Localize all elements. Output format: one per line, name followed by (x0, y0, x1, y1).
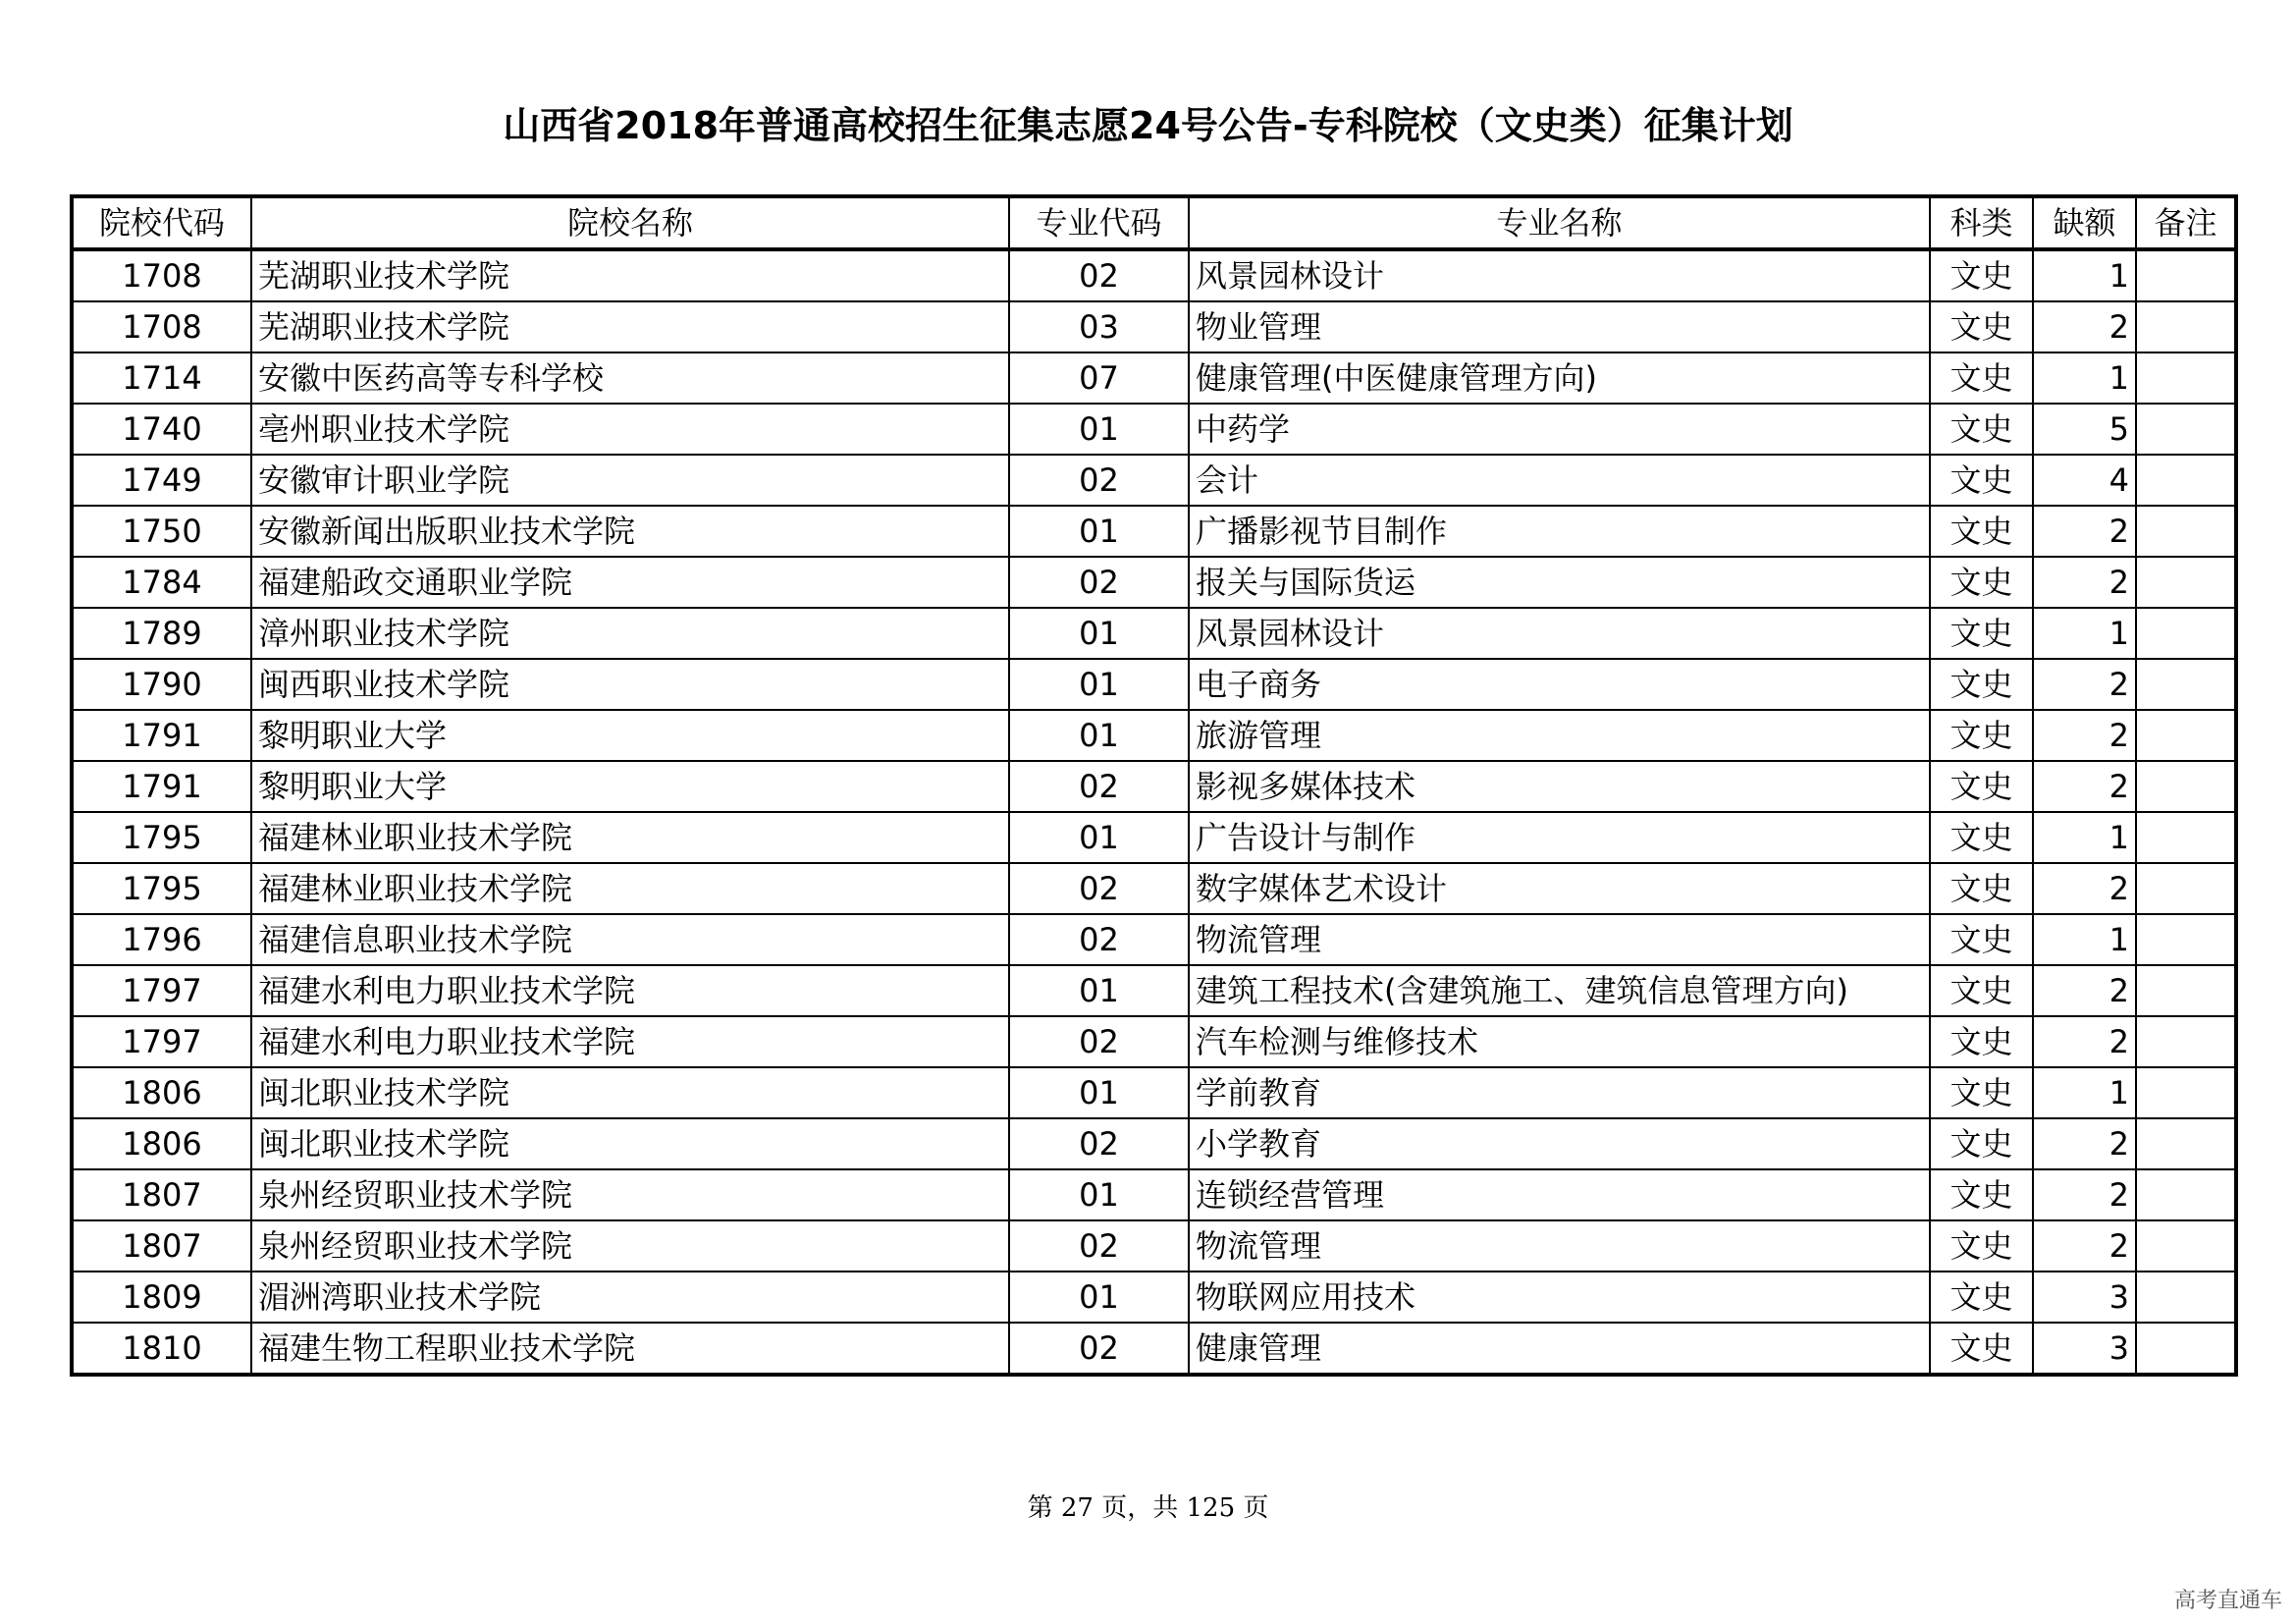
cell-school-name: 福建信息职业技术学院 (251, 914, 1009, 965)
cell-vacancy: 5 (2033, 404, 2136, 455)
cell-remarks (2136, 914, 2236, 965)
cell-category: 文史 (1930, 455, 2033, 506)
cell-vacancy: 2 (2033, 863, 2136, 914)
cell-school-code: 1740 (72, 404, 251, 455)
cell-major-code: 02 (1009, 557, 1189, 608)
cell-remarks (2136, 557, 2236, 608)
cell-category: 文史 (1930, 608, 2033, 659)
cell-category: 文史 (1930, 914, 2033, 965)
table-row (72, 710, 2236, 761)
cell-major-code: 02 (1009, 455, 1189, 506)
cell-vacancy: 2 (2033, 710, 2136, 761)
cell-vacancy: 1 (2033, 1067, 2136, 1118)
watermark: 高考直通车 (2173, 1589, 2282, 1613)
cell-school-code: 1714 (72, 352, 251, 404)
cell-remarks (2136, 506, 2236, 557)
cell-school-code: 1789 (72, 608, 251, 659)
cell-major-name: 汽车检测与维修技术 (1189, 1016, 1930, 1067)
table-row (72, 557, 2236, 608)
cell-major-code: 02 (1009, 1220, 1189, 1272)
cell-school-name: 湄洲湾职业技术学院 (251, 1272, 1009, 1323)
cell-major-name: 风景园林设计 (1189, 249, 1930, 301)
cell-remarks (2136, 1016, 2236, 1067)
cell-major-name: 物流管理 (1189, 1220, 1930, 1272)
cell-school-name: 泉州经贸职业技术学院 (251, 1169, 1009, 1220)
cell-school-code: 1806 (72, 1067, 251, 1118)
cell-major-code: 02 (1009, 249, 1189, 301)
cell-school-name: 闽北职业技术学院 (251, 1067, 1009, 1118)
cell-remarks (2136, 455, 2236, 506)
table-row (72, 1118, 2236, 1169)
table-row (72, 863, 2236, 914)
cell-major-code: 01 (1009, 812, 1189, 863)
cell-remarks (2136, 761, 2236, 812)
cell-major-code: 01 (1009, 659, 1189, 710)
cell-major-code: 03 (1009, 301, 1189, 352)
cell-major-code: 02 (1009, 914, 1189, 965)
cell-remarks (2136, 965, 2236, 1016)
cell-school-name: 芜湖职业技术学院 (251, 301, 1009, 352)
cell-major-code: 01 (1009, 1169, 1189, 1220)
cell-school-code: 1795 (72, 812, 251, 863)
cell-school-name: 福建水利电力职业技术学院 (251, 1016, 1009, 1067)
cell-vacancy: 2 (2033, 557, 2136, 608)
cell-school-code: 1708 (72, 301, 251, 352)
cell-remarks (2136, 710, 2236, 761)
table-row (72, 301, 2236, 352)
cell-remarks (2136, 404, 2236, 455)
cell-major-name: 报关与国际货运 (1189, 557, 1930, 608)
cell-major-name: 物联网应用技术 (1189, 1272, 1930, 1323)
header-school-name: 院校名称 (251, 196, 1009, 249)
cell-category: 文史 (1930, 557, 2033, 608)
cell-category: 文史 (1930, 1067, 2033, 1118)
header-major-name: 专业名称 (1189, 196, 1930, 249)
cell-category: 文史 (1930, 301, 2033, 352)
table-row (72, 506, 2236, 557)
cell-major-name: 会计 (1189, 455, 1930, 506)
table-header-row (72, 196, 2236, 249)
cell-school-name: 福建船政交通职业学院 (251, 557, 1009, 608)
cell-vacancy: 2 (2033, 1169, 2136, 1220)
cell-remarks (2136, 352, 2236, 404)
cell-school-name: 闽北职业技术学院 (251, 1118, 1009, 1169)
cell-school-code: 1749 (72, 455, 251, 506)
cell-vacancy: 2 (2033, 1016, 2136, 1067)
cell-major-name: 连锁经营管理 (1189, 1169, 1930, 1220)
cell-major-name: 影视多媒体技术 (1189, 761, 1930, 812)
cell-major-name: 健康管理 (1189, 1323, 1930, 1375)
header-school-code: 院校代码 (72, 196, 251, 249)
cell-major-code: 01 (1009, 1067, 1189, 1118)
table-row (72, 404, 2236, 455)
table-row (72, 914, 2236, 965)
cell-category: 文史 (1930, 659, 2033, 710)
cell-category: 文史 (1930, 761, 2033, 812)
cell-vacancy: 2 (2033, 506, 2136, 557)
cell-major-code: 02 (1009, 1118, 1189, 1169)
cell-major-code: 01 (1009, 608, 1189, 659)
header-category: 科类 (1930, 196, 2033, 249)
cell-school-name: 闽西职业技术学院 (251, 659, 1009, 710)
cell-school-name: 福建生物工程职业技术学院 (251, 1323, 1009, 1375)
table-row (72, 1323, 2236, 1375)
cell-school-code: 1809 (72, 1272, 251, 1323)
cell-major-code: 02 (1009, 761, 1189, 812)
table-row (72, 352, 2236, 404)
cell-school-name: 福建林业职业技术学院 (251, 812, 1009, 863)
cell-major-code: 01 (1009, 404, 1189, 455)
table-row (72, 249, 2236, 301)
cell-vacancy: 1 (2033, 352, 2136, 404)
cell-remarks (2136, 249, 2236, 301)
cell-remarks (2136, 1323, 2236, 1375)
cell-major-code: 02 (1009, 1323, 1189, 1375)
cell-school-code: 1708 (72, 249, 251, 301)
cell-vacancy: 1 (2033, 914, 2136, 965)
table-row (72, 1220, 2236, 1272)
cell-major-name: 数字媒体艺术设计 (1189, 863, 1930, 914)
cell-major-name: 广播影视节目制作 (1189, 506, 1930, 557)
table-body (72, 249, 2236, 1375)
cell-remarks (2136, 659, 2236, 710)
cell-school-name: 福建水利电力职业技术学院 (251, 965, 1009, 1016)
header-remarks: 备注 (2136, 196, 2236, 249)
cell-school-name: 黎明职业大学 (251, 761, 1009, 812)
table-row (72, 455, 2236, 506)
cell-category: 文史 (1930, 352, 2033, 404)
cell-school-code: 1784 (72, 557, 251, 608)
cell-remarks (2136, 1220, 2236, 1272)
cell-major-name: 旅游管理 (1189, 710, 1930, 761)
table-row (72, 1067, 2236, 1118)
cell-major-name: 广告设计与制作 (1189, 812, 1930, 863)
cell-major-code: 02 (1009, 1016, 1189, 1067)
cell-category: 文史 (1930, 1272, 2033, 1323)
cell-school-name: 福建林业职业技术学院 (251, 863, 1009, 914)
cell-school-code: 1750 (72, 506, 251, 557)
cell-school-name: 安徽中医药高等专科学校 (251, 352, 1009, 404)
cell-school-code: 1796 (72, 914, 251, 965)
cell-major-name: 建筑工程技术(含建筑施工、建筑信息管理方向) (1189, 965, 1930, 1016)
cell-category: 文史 (1930, 1118, 2033, 1169)
cell-category: 文史 (1930, 965, 2033, 1016)
cell-school-code: 1791 (72, 761, 251, 812)
cell-major-name: 小学教育 (1189, 1118, 1930, 1169)
cell-major-name: 物业管理 (1189, 301, 1930, 352)
cell-vacancy: 2 (2033, 1220, 2136, 1272)
table-row (72, 1016, 2236, 1067)
cell-school-code: 1797 (72, 1016, 251, 1067)
cell-vacancy: 2 (2033, 761, 2136, 812)
cell-category: 文史 (1930, 506, 2033, 557)
cell-vacancy: 1 (2033, 608, 2136, 659)
cell-school-code: 1797 (72, 965, 251, 1016)
cell-vacancy: 2 (2033, 301, 2136, 352)
cell-remarks (2136, 608, 2236, 659)
header-vacancy: 缺额 (2033, 196, 2136, 249)
cell-remarks (2136, 863, 2236, 914)
cell-vacancy: 2 (2033, 965, 2136, 1016)
cell-major-code: 02 (1009, 863, 1189, 914)
cell-major-code: 07 (1009, 352, 1189, 404)
cell-category: 文史 (1930, 404, 2033, 455)
cell-vacancy: 3 (2033, 1272, 2136, 1323)
header-major-code: 专业代码 (1009, 196, 1189, 249)
cell-school-name: 黎明职业大学 (251, 710, 1009, 761)
cell-major-name: 电子商务 (1189, 659, 1930, 710)
cell-category: 文史 (1930, 710, 2033, 761)
cell-major-code: 01 (1009, 965, 1189, 1016)
cell-school-name: 安徽新闻出版职业技术学院 (251, 506, 1009, 557)
cell-school-name: 亳州职业技术学院 (251, 404, 1009, 455)
cell-category: 文史 (1930, 1016, 2033, 1067)
cell-school-code: 1791 (72, 710, 251, 761)
cell-category: 文史 (1930, 1169, 2033, 1220)
cell-major-name: 中药学 (1189, 404, 1930, 455)
cell-school-code: 1806 (72, 1118, 251, 1169)
cell-remarks (2136, 1067, 2236, 1118)
cell-major-name: 健康管理(中医健康管理方向) (1189, 352, 1930, 404)
cell-category: 文史 (1930, 812, 2033, 863)
cell-school-code: 1807 (72, 1220, 251, 1272)
table-row (72, 1169, 2236, 1220)
cell-school-code: 1807 (72, 1169, 251, 1220)
cell-remarks (2136, 1169, 2236, 1220)
cell-school-code: 1790 (72, 659, 251, 710)
cell-vacancy: 4 (2033, 455, 2136, 506)
table-row (72, 659, 2236, 710)
cell-major-code: 01 (1009, 1272, 1189, 1323)
cell-school-name: 芜湖职业技术学院 (251, 249, 1009, 301)
table-row (72, 965, 2236, 1016)
cell-school-name: 安徽审计职业学院 (251, 455, 1009, 506)
cell-category: 文史 (1930, 249, 2033, 301)
page-footer: 第 27 页，共 125 页 (1027, 1493, 1269, 1523)
cell-remarks (2136, 812, 2236, 863)
cell-category: 文史 (1930, 1323, 2033, 1375)
table-row (72, 761, 2236, 812)
cell-category: 文史 (1930, 863, 2033, 914)
page-title: 山西省2018年普通高校招生征集志愿24号公告-专科院校（文史类）征集计划 (503, 104, 1793, 147)
cell-school-name: 泉州经贸职业技术学院 (251, 1220, 1009, 1272)
table-row (72, 1272, 2236, 1323)
cell-major-name: 学前教育 (1189, 1067, 1930, 1118)
cell-remarks (2136, 1118, 2236, 1169)
cell-vacancy: 1 (2033, 249, 2136, 301)
cell-school-name: 漳州职业技术学院 (251, 608, 1009, 659)
table-row (72, 608, 2236, 659)
cell-major-name: 物流管理 (1189, 914, 1930, 965)
cell-major-code: 01 (1009, 710, 1189, 761)
enrollment-plan-table (70, 194, 2238, 1377)
cell-category: 文史 (1930, 1220, 2033, 1272)
cell-remarks (2136, 301, 2236, 352)
cell-major-code: 01 (1009, 506, 1189, 557)
cell-remarks (2136, 1272, 2236, 1323)
cell-school-code: 1795 (72, 863, 251, 914)
table-row (72, 812, 2236, 863)
cell-vacancy: 1 (2033, 812, 2136, 863)
cell-major-name: 风景园林设计 (1189, 608, 1930, 659)
cell-vacancy: 2 (2033, 659, 2136, 710)
cell-school-code: 1810 (72, 1323, 251, 1375)
cell-vacancy: 2 (2033, 1118, 2136, 1169)
cell-vacancy: 3 (2033, 1323, 2136, 1375)
